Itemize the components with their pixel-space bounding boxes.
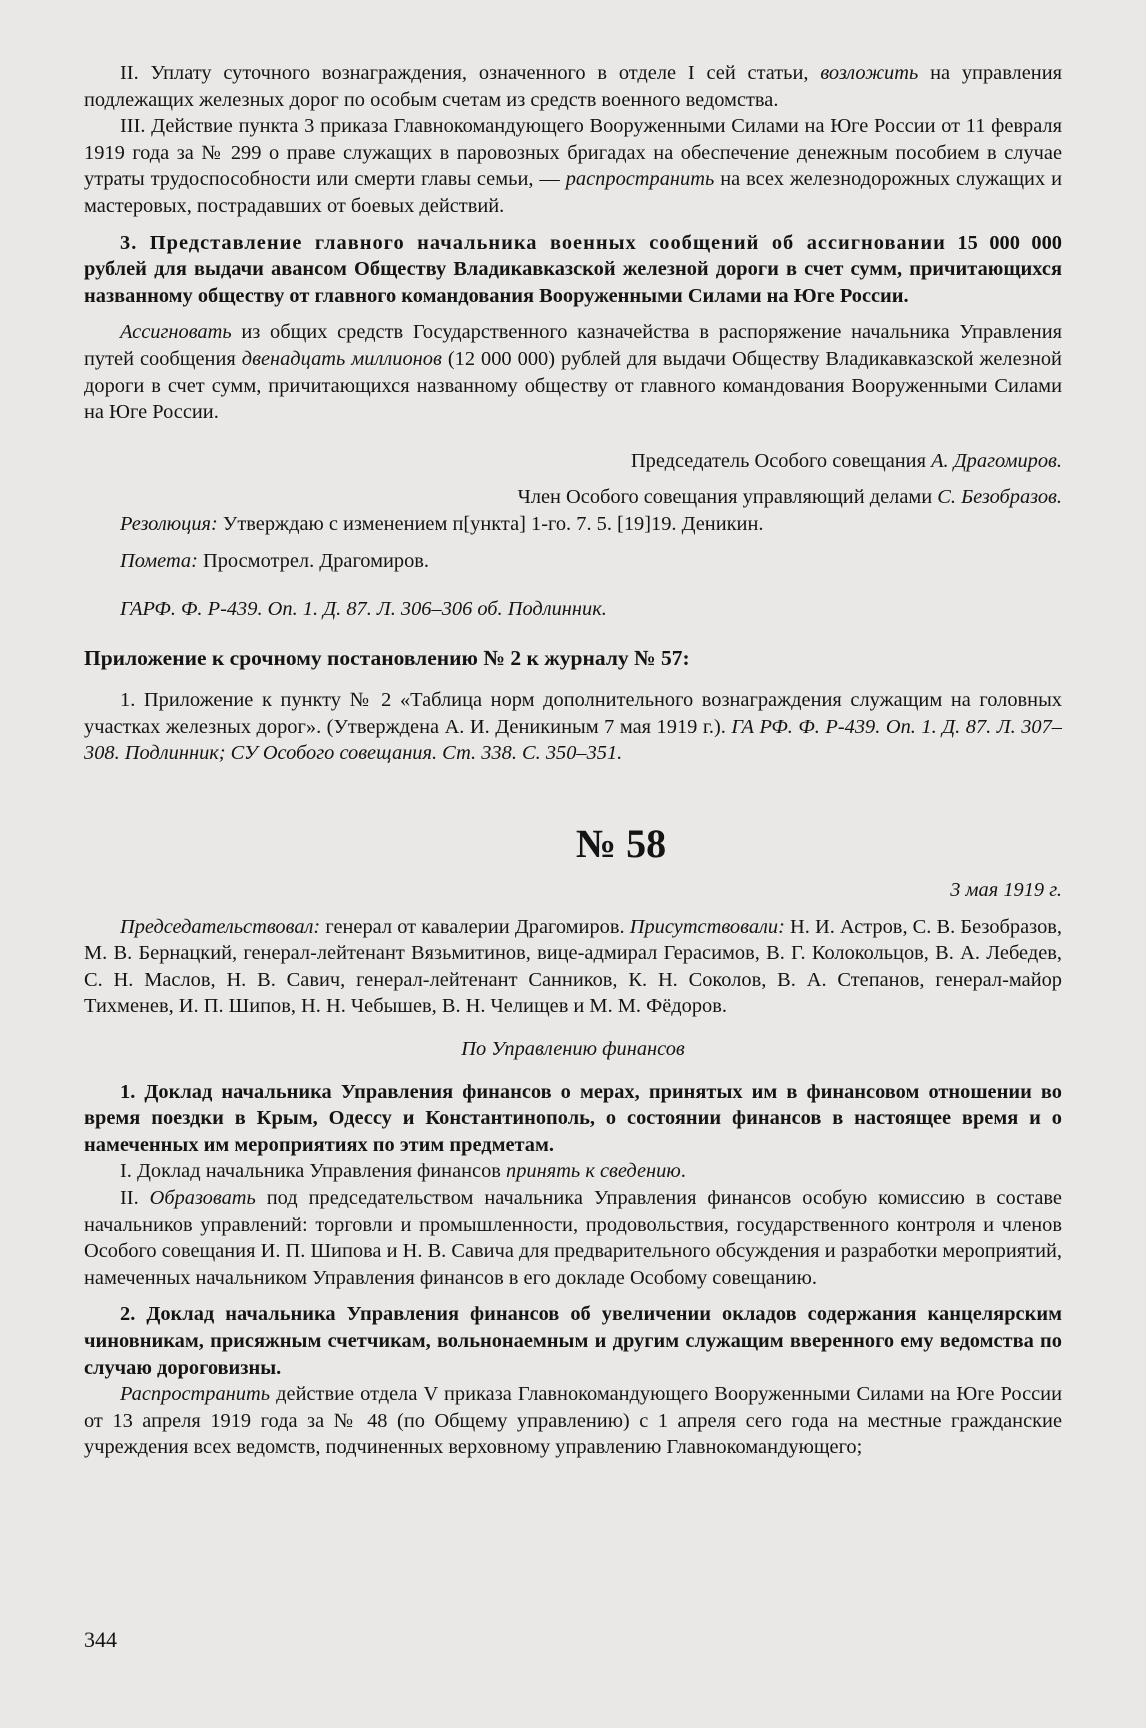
text-italic: Резолюция: [120,512,218,535]
note-line [84,548,1062,575]
section-heading-1: 1. Доклад начальника Управления финансов о мерах, принятых им в финансовом отношении во время поездки в Крым, Одессу и Константинополь, о состоянии финансов в настоящее время и о намеченных им мероприятиях по этим предметам. [84,1080,1062,1156]
text: I. Доклад начальника Управления финансов [120,1160,507,1183]
text-italic: Ассигновать [120,321,232,344]
paragraph-assignment [84,319,1062,425]
page-number: 344 [84,1627,117,1652]
paragraph-i-report [84,1158,1062,1185]
text-italic: Образовать [149,1187,256,1209]
paragraph-ii-commission [84,1185,1062,1291]
archive-reference: ГАРФ. Ф. Р-439. Оп. 1. Д. 87. Л. 306–306 об. Подлинник. [120,598,607,621]
text: под председательством начальника Управления финансов особую комиссию в составе начальников управлений: торговли и промышленности, продовольствия, государственного контроля и членов Особого совещания И. П. Шипова и Н. В. Савича для предварительного обсуждения и разработки мероприятий, намеченных начальником Управления финансов в его докладе Особому совещанию. [84,1187,1062,1289]
document-date: 3 мая 1919 г. [950,879,1062,902]
text: 3. Представление главного начальника военных сообщений об ассигновании [120,231,946,254]
text: 1. Приложение к пункту № 2 «Таблица норм дополнительного вознаграждения служащим на головных участках железных дорог». (Утверждена А. И. Деникиным 7 мая 1919 г.). [84,689,1062,738]
document-number-heading: № 58 [575,821,667,867]
text: III. Действие пункта 3 приказа Главнокомандующего Вооруженными Силами на Юге России от 11 февраля 1919 года за № 299 о праве служащих в паровозных бригадах на обеспечение денежным пособием в случае утраты трудоспособности или смерти главы семьи, — [84,115,1062,191]
section-subtitle-finance: По Управлению финансов [461,1038,685,1061]
signature-manager [84,484,1062,511]
text-italic: распространить [565,168,715,191]
paragraph-extend [84,1381,1062,1461]
text: на всех железнодорожных служащих и мастеровых, пострадавших от боевых действий. [84,168,1062,217]
text-italic: возложить [820,62,919,84]
text: действие отдела V приказа Главнокомандующего Вооруженными Силами на Юге России от 13 апреля 1919 года за № 48 (по Общему управлению) с 1 апреля сего года на местные гражданские учреждения всех ведомств, подчиненных верховному управлению Главнокомандующего; [84,1383,1062,1459]
text: Член Особого совещания управляющий делами [517,486,938,509]
text-italic: ГА РФ. Ф. Р-439. Оп. 1. Д. 87. Л. 307–308. Подлинник; СУ Особого совещания. Ст. 338. С. 350–351. [84,715,1062,765]
text: из общих средств Государственного казначейства в распоряжение начальника Управления путей сообщения [84,321,1062,370]
text-italic: С. Безобразов. [937,486,1062,509]
appendix-title: Приложение к срочному постановлению № 2 к журналу № 57: [84,645,690,670]
text-italic: Распространить [120,1383,270,1406]
text-italic: Председательствовал: [120,915,321,938]
paragraph-ii-payment [84,60,1062,113]
appendix-item [84,687,1062,767]
text-italic: Присутствовали: [629,915,785,938]
text: Председатель Особого совещания [630,449,932,472]
text: II. [120,1187,150,1209]
text: 15 000 000 рублей для выдачи авансом Обществу Владикавказской железной дороги в счет сумм, причитающихся названному обществу от главного командования Вооруженными Силами на Юге России. [84,231,1062,307]
text: на управления подлежащих железных дорог по особым счетам из средств военного ведомства. [84,62,1062,111]
document-page [84,60,1062,1461]
text: II. Уплату суточного вознаграждения, означенного в отделе I сей статьи, [120,62,821,84]
paragraph-iii-action [84,113,1062,219]
text-italic: А. Драгомиров. [931,449,1062,472]
text: Утверждаю с изменением п[ункта] 1-го. 7. 5. [19]19. Деникин. [217,512,764,535]
section-heading-2: 2. Доклад начальника Управления финансов об увеличении окладов содержания канцелярским чиновникам, присяжным счетчикам, вольнонаемным и другим служащим вверенного ему ведомства по случаю дороговизны. [84,1303,1062,1379]
text: . [680,1160,686,1183]
text: Н. И. Астров, С. В. Безобразов, М. В. Бернацкий, генерал-лейтенант Вязьмитинов, вице-адмирал Герасимов, В. Г. Колокольцов, В. А. Лебедев, С. Н. Маслов, Н. В. Савич, генерал-лейтенант Санников, К. Н. Соколов, В. А. Степанов, генерал-майор Тихменев, И. П. Шипов, Н. Н. Чебышев, В. Н. Челищев и М. М. Фёдоров. [84,915,1063,1018]
attendance-paragraph [84,914,1062,1020]
text: генерал от кавалерии Драгомиров. [320,915,630,938]
signature-chairman [84,448,1062,475]
text-italic: двенадцать миллионов [241,347,442,370]
section-heading-3 [84,230,1062,310]
text: (12 000 000) рублей для выдачи Обществу Владикавказской железной дороги в счет сумм, причитающихся названному обществу от главного командования Вооруженными Силами на Юге России. [84,347,1062,424]
text-italic: Помета: [120,549,198,572]
text-italic: принять к сведению [506,1160,681,1183]
text: Просмотрел. Драгомиров. [197,549,430,572]
resolution-line [84,511,1062,538]
